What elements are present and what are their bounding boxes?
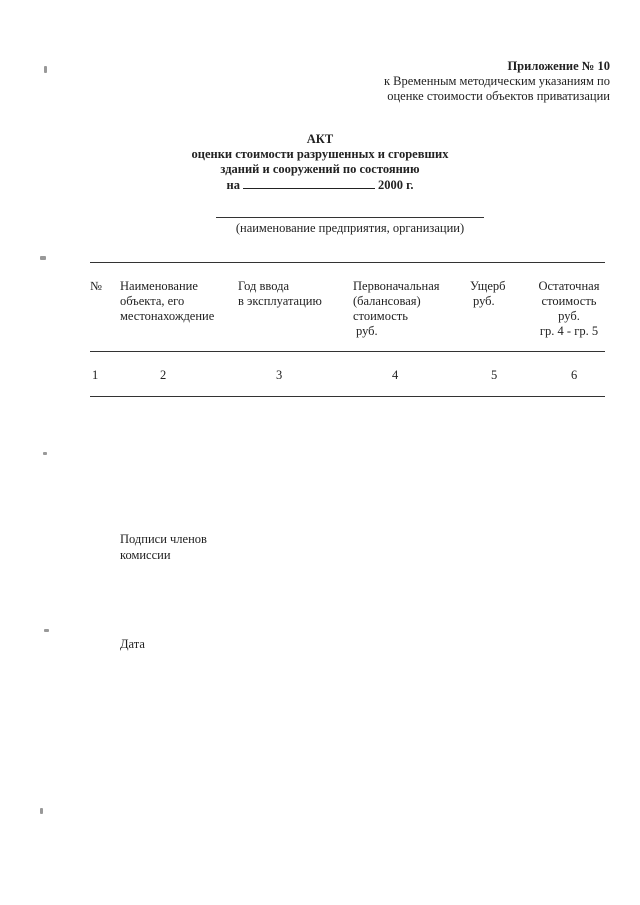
appendix-line-1: к Временным методическим указаниям по [383,74,610,88]
act-line-2: зданий и сооружений по состоянию [220,162,420,176]
col-number-5: 5 [491,368,498,382]
col-number-2: 2 [160,368,167,382]
appendix-title: Приложение № 10 [507,59,610,73]
date-blank-line [243,177,375,189]
date-label: Дата [120,637,145,651]
signatures-label: Подписи членов комиссии [120,532,207,562]
scan-speck [40,256,46,260]
scan-speck [44,66,47,73]
col-number-4: 4 [392,368,399,382]
table-bottom-line [90,396,605,397]
col-header-initial-cost: Первоначальная (балансовая) стоимость руб. [353,279,440,338]
col-number-6: 6 [571,368,578,382]
table-header-line [90,351,605,352]
col-header-damage: Ущерб руб. [470,279,506,308]
col-header-year: Год ввода в эксплуатацию [238,279,322,308]
appendix-header [384,59,610,104]
act-date-suffix: 2000 г. [377,178,414,192]
organization-caption: (наименование предприятия, организации) [235,221,465,235]
act-date-line [0,177,640,193]
col-header-name: Наименование объекта, его местонахождение [120,279,215,323]
act-title: АКТ [306,132,334,146]
act-title-block [0,132,640,193]
appendix-line-2: оценке стоимости объектов приватизации [387,89,610,103]
col-header-residual: Остаточная стоимость руб. гр. 4 - гр. 5 [538,279,600,338]
act-date-prefix: на [226,178,240,192]
organization-blank-line [216,217,484,218]
table-top-line [90,262,605,263]
col-number-1: 1 [92,368,99,382]
act-line-1: оценки стоимости разрушенных и сгоревших [191,147,449,161]
col-number-3: 3 [276,368,283,382]
scan-speck [43,452,47,455]
scan-speck [44,629,49,632]
col-header-number: № [90,279,102,293]
scan-speck [40,808,43,814]
